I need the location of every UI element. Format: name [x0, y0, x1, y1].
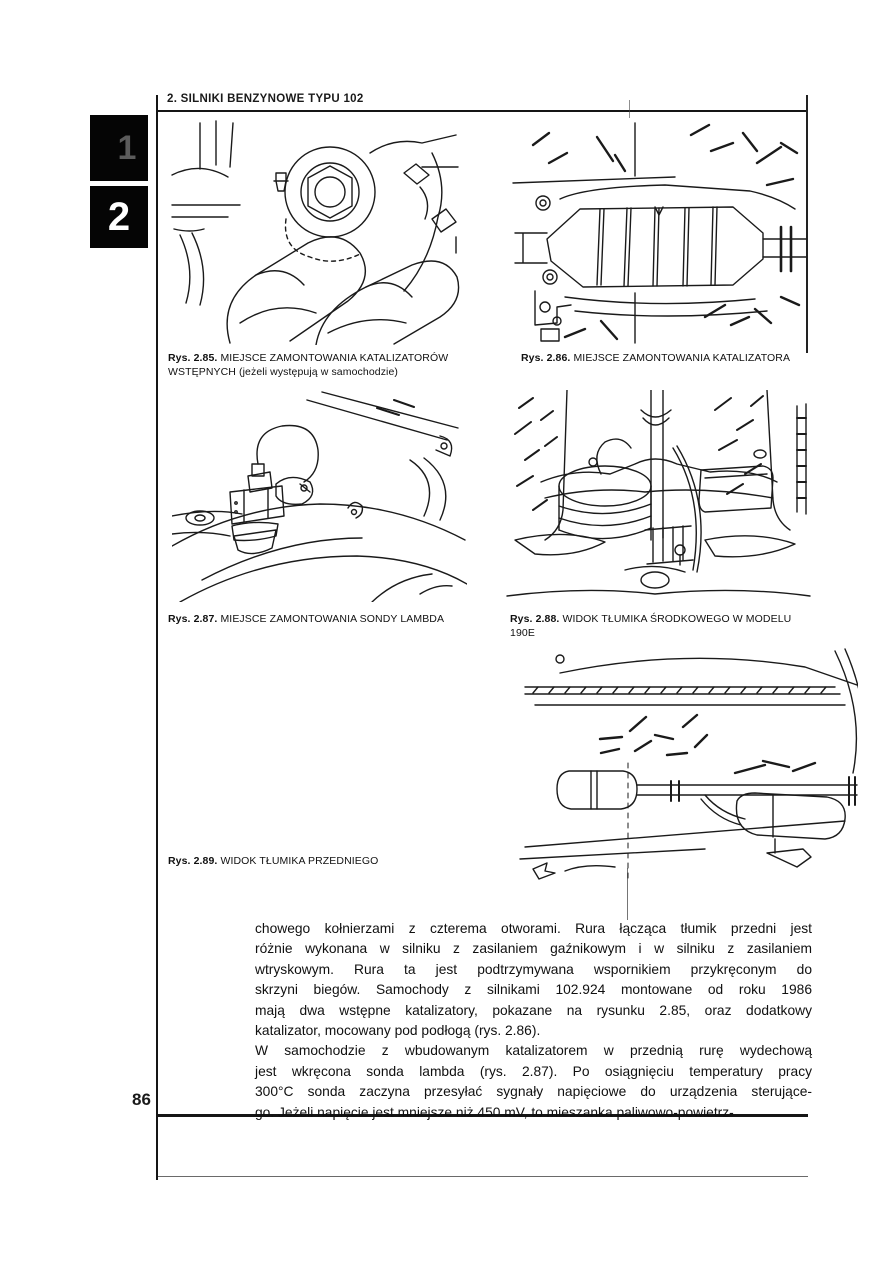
- chapter-tab-2-label: 2: [107, 194, 131, 239]
- body-line: go. Jeżeli napięcie jest mniejsze niż 450 mV, to mieszanka paliwowo-powietrz-: [255, 1104, 734, 1120]
- chapter-tab-1: [90, 115, 148, 181]
- caption-2-89: [168, 854, 488, 868]
- body-line: jest wkręcona sonda lambda (rys. 2.87). Po osiągnięciu temperatury pracy: [255, 1063, 812, 1079]
- body-line: różnie wykonana w silniku z zasilaniem gaźnikowym i w silniku z zasilaniem: [255, 941, 812, 957]
- figure-caption-text: WIDOK TŁUMIKA ŚRODKOWEGO W MODELU 190E: [510, 613, 792, 639]
- caption-2-88: [510, 612, 810, 640]
- body-line: wtryskowym. Rura ta jest podtrzymywana wspornikiem przykręconym do: [255, 961, 812, 977]
- footer-rule: [158, 1176, 808, 1177]
- middle-muffler-190e-drawing: [505, 390, 812, 603]
- caption-2-87: [168, 612, 488, 626]
- figure-2-86: [505, 121, 808, 345]
- figure-label: Rys. 2.88.: [510, 613, 560, 625]
- left-margin-rule: [156, 95, 158, 1180]
- body-line: mają dwa wstępne katalizatory, pokazane na rysunku 2.85, oraz dodatkowy: [255, 1002, 812, 1018]
- figure-2-87: [172, 388, 467, 602]
- body-text: [255, 919, 812, 1123]
- pre-catalysts-mounting-drawing: [170, 117, 460, 345]
- front-muffler-drawing: [505, 643, 858, 883]
- figure-caption-text: MIEJSCE ZAMONTOWANIA SONDY LAMBDA: [220, 613, 445, 625]
- figure-label: Rys. 2.87.: [168, 613, 218, 625]
- page-number: 86: [132, 1090, 151, 1109]
- body-line: 300°C sonda zaczyna przesyłać sygnały napięciowe do urządzenia sterujące-: [255, 1084, 812, 1100]
- lambda-probe-mounting-drawing: [172, 388, 467, 602]
- body-line: katalizator, mocowany pod podłogą (rys. 2.86).: [255, 1023, 541, 1039]
- page-header: 2. SILNIKI BENZYNOWE TYPU 102: [167, 93, 364, 105]
- figure-2-88: [505, 390, 812, 603]
- body-line: W samochodzie z wbudowanym katalizatorem w przednią rurę wydechową: [255, 1043, 812, 1059]
- caption-2-86: [521, 351, 821, 365]
- figure-label: Rys. 2.86.: [521, 352, 571, 364]
- figure-2-89: [505, 643, 858, 883]
- underfloor-catalyst-mounting-drawing: [505, 121, 808, 345]
- figure-caption-text: MIEJSCE ZAMONTOWANIA KATALIZATORÓW WSTĘPNYCH (jeżeli występują w samochodzie): [168, 352, 449, 378]
- figure-2-85: [170, 117, 460, 345]
- figure-label: Rys. 2.85.: [168, 352, 218, 364]
- figure-caption-text: MIEJSCE ZAMONTOWANIA KATALIZATORA: [573, 352, 791, 364]
- figure-label: Rys. 2.89.: [168, 855, 218, 867]
- chapter-tab-1-label: 1: [117, 128, 137, 167]
- body-line: skrzyni biegów. Samochody z silnikami 102.924 montowane od roku 1986: [255, 982, 812, 998]
- chapter-tab-2: [90, 186, 148, 248]
- body-line: chowego kołnierzami z czterema otworami. Rura łącząca tłumik przedni jest: [255, 921, 812, 936]
- figure-caption-text: WIDOK TŁUMIKA PRZEDNIEGO: [220, 855, 379, 867]
- scan-artifact-mark: [629, 100, 630, 118]
- header-rule: [157, 110, 808, 112]
- caption-2-85: [168, 351, 478, 379]
